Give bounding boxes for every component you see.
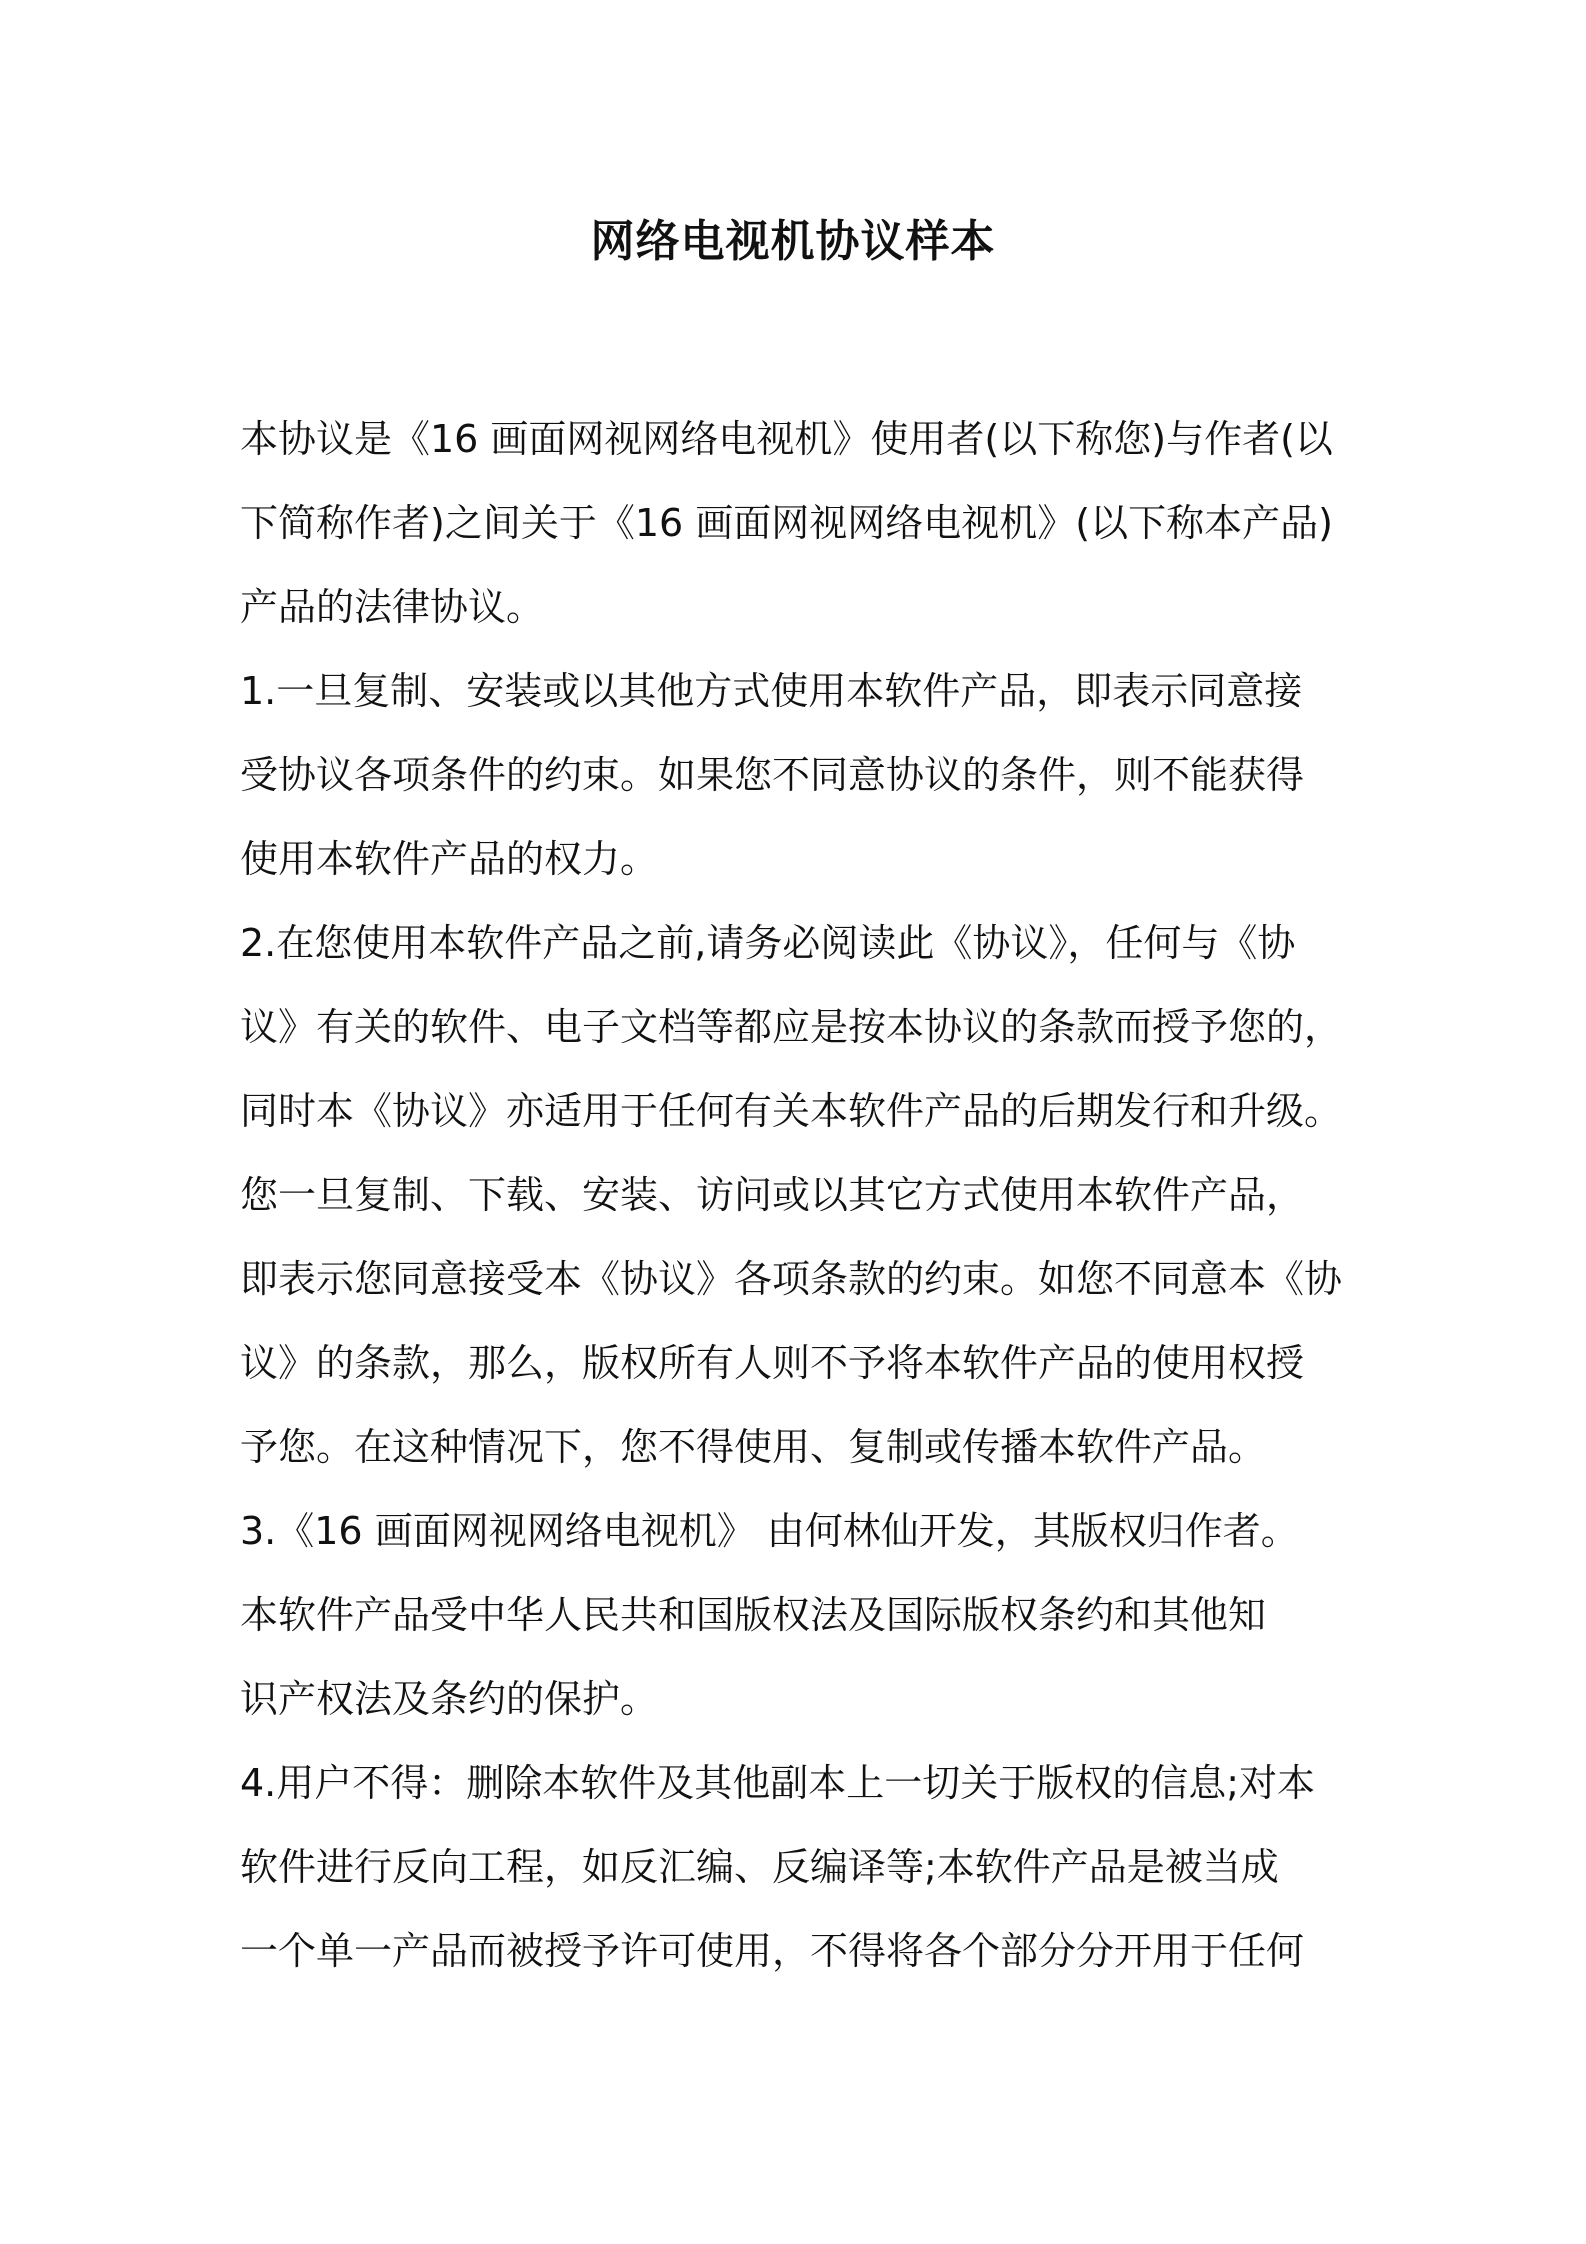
document-title: 网络电视机协议样本: [590, 216, 996, 267]
body-line: 本软件产品受中华人民共和国版权法及国际版权条约和其他知: [240, 1593, 1267, 1637]
body-line: 本协议是《16 画面网视网络电视机》使用者(以下称您)与作者(以: [240, 417, 1333, 461]
body-line: 下简称作者)之间关于《16 画面网视网络电视机》(以下称本产品): [240, 501, 1333, 545]
body-line: 议》的条款，那么，版权所有人则不予将本软件产品的使用权授: [240, 1341, 1305, 1385]
body-line: 1.一旦复制、安装或以其他方式使用本软件产品，即表示同意接: [240, 669, 1303, 713]
body-line: 识产权法及条约的保护。: [240, 1677, 659, 1721]
body-line: 使用本软件产品的权力。: [240, 837, 659, 881]
body-line: 您一旦复制、下载、安装、访问或以其它方式使用本软件产品，: [240, 1173, 1305, 1217]
body-line: 软件进行反向工程，如反汇编、反编译等;本软件产品是被当成: [240, 1845, 1279, 1889]
body-line: 3.《16 画面网视网络电视机》 由何林仙开发，其版权归作者。: [240, 1509, 1299, 1553]
body-line: 2.在您使用本软件产品之前,请务必阅读此《协议》，任何与《协: [240, 921, 1296, 965]
body-line: 一个单一产品而被授予许可使用，不得将各个部分分开用于任何: [240, 1929, 1305, 1973]
body-line: 同时本《协议》亦适用于任何有关本软件产品的后期发行和升级。: [240, 1089, 1343, 1133]
body-line: 产品的法律协议。: [240, 585, 545, 629]
body-line: 受协议各项条件的约束。如果您不同意协议的条件，则不能获得: [240, 753, 1305, 797]
body-line: 予您。在这种情况下，您不得使用、复制或传播本软件产品。: [240, 1425, 1267, 1469]
body-line: 4.用户不得：删除本软件及其他副本上一切关于版权的信息;对本: [240, 1761, 1316, 1805]
body-line: 议》有关的软件、电子文档等都应是按本协议的条款而授予您的，: [240, 1005, 1343, 1049]
body-line: 即表示您同意接受本《协议》各项条款的约束。如您不同意本《协: [240, 1257, 1343, 1301]
